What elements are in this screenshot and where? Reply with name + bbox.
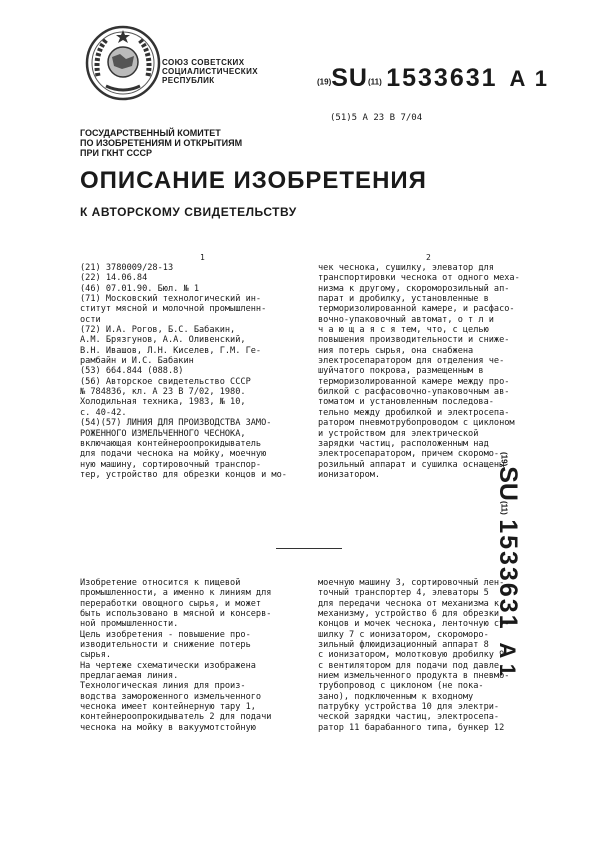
patent-number-header — [317, 64, 549, 93]
biblio-line: (46) 07.01.90. Бюл. № 1 — [80, 283, 199, 294]
description-line: зано), подключенным к входному — [318, 691, 474, 702]
description-right-column — [318, 578, 509, 733]
vertical-country-code: SU — [494, 466, 522, 501]
country-line-2: СОЦИАЛИСТИЧЕСКИХ — [162, 67, 258, 76]
description-line: Технологическая линия для произ- — [80, 681, 246, 692]
claim-line: ратором пневмотрубопроводом с циклоном — [318, 418, 515, 429]
country-line-1: СОЮЗ СОВЕТСКИХ — [162, 58, 245, 67]
country-code: SU — [331, 64, 368, 92]
description-line: для передачи чеснока от механизма к — [318, 598, 500, 609]
biblio-line: РОЖЕННОГО ИЗМЕЛЬЧЕННОГО ЧЕСНОКА, — [80, 428, 246, 439]
description-line: ческой зарядки частиц, электросепа- — [318, 712, 500, 723]
claim-line: терморизолированной камере, и расфасо- — [318, 304, 515, 315]
biblio-line: (56) Авторское свидетельство СССР — [80, 376, 251, 387]
document-title: ОПИСАНИЕ ИЗОБРЕТЕНИЯ — [80, 167, 427, 194]
issuing-country — [162, 58, 258, 85]
claim-line: транспортировки чеснока от одного меха- — [318, 273, 520, 284]
page-number-right: 2 — [426, 253, 431, 262]
claim-line: ния потерь сырья, она снабжена — [318, 345, 474, 356]
country-code-label: (19) — [317, 77, 332, 87]
biblio-line: Холодильная техника, 1983, № 10, — [80, 397, 246, 408]
bibliographic-data — [80, 263, 287, 480]
biblio-line: ститут мясной и молочной промышленн- — [80, 304, 267, 315]
biblio-line: с. 40-42. — [80, 407, 127, 418]
kind-code: A 1 — [509, 66, 549, 91]
description-line: концов и мочек чеснока, ленточную су- — [318, 619, 510, 630]
claim-line: зарядки частиц, расположенным над — [318, 438, 489, 449]
section-divider — [276, 548, 342, 549]
ipc-label: (51)5 — [330, 113, 358, 123]
description-line: быть использовано в мясной и консерв- — [80, 609, 272, 620]
biblio-line: тер, устройство для обрезки концов и мо- — [80, 469, 287, 480]
description-line: с ионизатором, молотковую дробилку 9 — [318, 650, 505, 661]
biblio-line: (21) 3780009/28-13 — [80, 263, 174, 273]
claim-line: ионизатором. — [318, 469, 381, 480]
description-line: водства замороженного измельченного — [80, 691, 262, 702]
claim-line: и устройством для электрической — [318, 428, 479, 439]
description-line: патрубку устройства 10 для электри- — [318, 702, 500, 713]
office-line-3: ПРИ ГКНТ СССР — [80, 148, 153, 158]
vertical-number-label: (11) — [499, 500, 509, 515]
claim-line: вочно-упаковочный автомат, о т л и — [318, 314, 494, 325]
claim-line: электросепаратором для отделения че- — [318, 356, 505, 367]
description-line: механизму, устройство 6 для обрезки — [318, 609, 500, 620]
biblio-line: (54)(57) ЛИНИЯ ДЛЯ ПРОИЗВОДСТВА ЗАМО- — [80, 418, 272, 429]
description-line: ратор 11 барабанного типа, бункер 12 — [318, 722, 505, 733]
biblio-line: ную машину, сортировочный транспор- — [80, 459, 262, 470]
description-line: переработки овощного сырья, и может — [80, 598, 262, 609]
description-line: точный транспортер 4, элеваторы 5 — [318, 588, 489, 599]
claim-line: терморизолированной камере между про- — [318, 376, 510, 387]
office-line-2: ПО ИЗОБРЕТЕНИЯМ И ОТКРЫТИЯМ — [80, 138, 243, 148]
claim-line: парат и дробилку, установленные в — [318, 294, 489, 305]
patent-office — [80, 128, 242, 158]
description-line: с вентилятором для подачи под давле- — [318, 660, 505, 671]
claim-line: электросепаратором, причем скоромо- — [318, 449, 500, 460]
description-line: чеснока имеет контейнерную тару 1, — [80, 702, 256, 713]
claim-line: ч а ю щ а я с я тем, что, с целью — [318, 325, 489, 336]
country-line-3: РЕСПУБЛИК — [162, 76, 215, 85]
biblio-line: рамбайн и И.С. Бабакин — [80, 356, 194, 367]
biblio-line: ости — [80, 314, 101, 325]
ipc-code: А 23 В 7/04 — [362, 113, 423, 123]
biblio-line: (71) Московский технологический ин- — [80, 294, 262, 305]
claim-line: шуйчатого покрова, размещенным в — [318, 366, 484, 377]
description-line: сырья. — [80, 650, 112, 661]
vertical-patent-number — [482, 452, 522, 674]
description-left-column — [80, 578, 271, 733]
ipc-classification — [330, 113, 422, 123]
description-line: шилку 7 с ионизатором, скороморо- — [318, 629, 489, 640]
description-line: Изобретение относится к пищевой — [80, 578, 241, 588]
claim-line: повышения производительности и сниже- — [318, 335, 510, 346]
biblio-line: (22) 14.06.84 — [80, 273, 148, 284]
page-number-left: 1 — [200, 253, 205, 262]
biblio-line: (72) И.А. Рогов, Б.С. Бабакин, — [80, 325, 236, 336]
vertical-country-code-label: (19) — [499, 452, 509, 467]
description-line: нием измельченного продукта в пневмо- — [318, 671, 510, 682]
claim-line: розильный аппарат и сушилка оснащены — [318, 459, 505, 470]
description-line: Цель изобретения - повышение про- — [80, 629, 251, 640]
vertical-number: 1533631 — [494, 519, 522, 631]
biblio-line: № 784836, кл. А 23 В 7/02, 1980. — [80, 387, 246, 398]
document-subtitle: К АВТОРСКОМУ СВИДЕТЕЛЬСТВУ — [80, 205, 297, 219]
biblio-line: (53) 664.844 (088.8) — [80, 366, 184, 377]
description-line: На чертеже схематически изображена — [80, 660, 256, 671]
vertical-kind-code: A 1 — [495, 642, 520, 676]
claim-line: низма к другому, скороморозильный ап- — [318, 283, 510, 294]
description-line: чеснока на мойку в вакуумотстойную — [80, 722, 256, 733]
description-line: предлагаемая линия. — [80, 671, 179, 682]
claim-text — [318, 263, 520, 480]
biblio-line: А.М. Брязгунов, А.А. Оливенский, — [80, 335, 246, 346]
description-line: моечную машину 3, сортировочный лен- — [318, 578, 505, 588]
claim-line: тельно между дробилкой и электросепа- — [318, 407, 510, 418]
biblio-line: для подачи чеснока на мойку, моечную — [80, 449, 267, 460]
patent-number: 1533631 — [386, 64, 498, 92]
claim-line: томатом и установленным последова- — [318, 397, 494, 408]
description-line: зильный флюидизационный аппарат 8 — [318, 640, 489, 651]
biblio-line: включающая контейнероопрокидыватель — [80, 438, 262, 449]
claim-line: билкой с расфасовочно-упаковочным ав- — [318, 387, 510, 398]
claim-line: чек чеснока, сушилку, элеватор для — [318, 263, 494, 273]
description-line: контейнероопрокидыватель 2 для подачи — [80, 712, 272, 723]
description-line: ной промышленности. — [80, 619, 179, 630]
number-label: (11) — [367, 77, 382, 87]
state-emblem-icon — [84, 24, 162, 102]
description-line: трубопровод с циклоном (не пока- — [318, 681, 484, 692]
office-line-1: ГОСУДАРСТВЕННЫЙ КОМИТЕТ — [80, 128, 221, 138]
description-line: изводительности и снижение потерь — [80, 640, 251, 651]
description-line: промышленности, а именно к линиям для — [80, 588, 272, 599]
biblio-line: В.Н. Ивашов, Л.Н. Киселев, Г.М. Ге- — [80, 345, 262, 356]
